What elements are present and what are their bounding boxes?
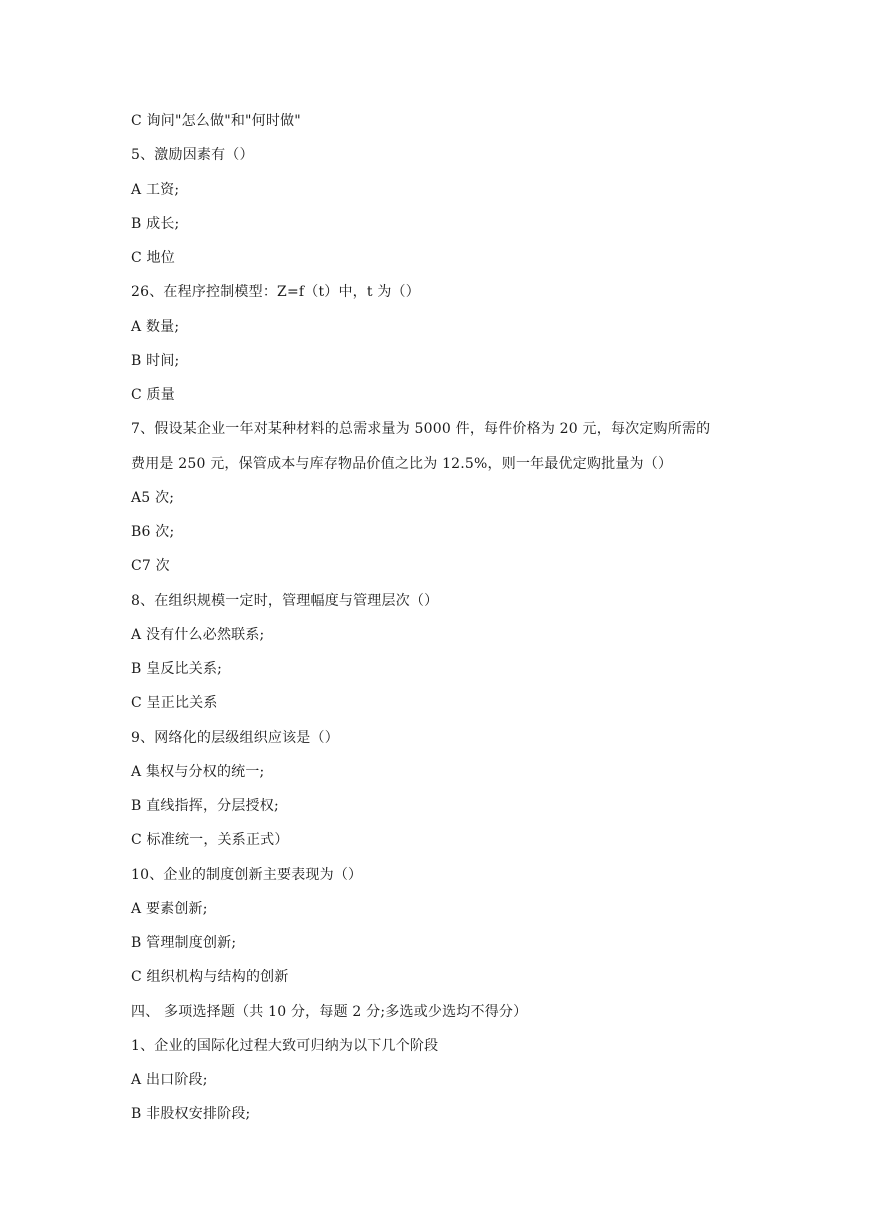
text-line: C 询问"怎么做"和"何时做" xyxy=(131,113,301,129)
option-line: A5 次; xyxy=(131,490,175,506)
option-line: B6 次; xyxy=(131,524,175,540)
section-heading: 四、 多项选择题（共 10 分，每题 2 分;多选或少选均不得分） xyxy=(131,1004,528,1020)
question-1: 1、企业的国际化过程大致可归纳为以下几个阶段 xyxy=(131,1038,439,1054)
option-line: C 质量 xyxy=(131,387,175,403)
question-10: 10、企业的制度创新主要表现为（） xyxy=(131,867,363,883)
question-26: 26、在程序控制模型：Z=f（t）中，t 为（） xyxy=(131,284,420,300)
question-7-continued: 费用是 250 元，保管成本与库存物品价值之比为 12.5%，则一年最优定购批量为（） xyxy=(131,456,673,472)
option-line: A 数量; xyxy=(131,319,180,335)
option-line: C 组织机构与结构的创新 xyxy=(131,969,289,985)
option-line: A 集权与分权的统一; xyxy=(131,764,265,780)
option-line: C7 次 xyxy=(131,558,170,574)
option-line: C 标准统一，关系正式） xyxy=(131,832,289,848)
option-line: B 皇反比关系; xyxy=(131,661,223,677)
option-line: B 管理制度创新; xyxy=(131,935,237,951)
option-line: A 出口阶段; xyxy=(131,1072,208,1088)
option-line: A 要素创新; xyxy=(131,901,208,917)
option-line: A 工资; xyxy=(131,182,180,198)
option-line: B 成长; xyxy=(131,216,180,232)
option-line: B 时间; xyxy=(131,353,180,369)
option-line: C 地位 xyxy=(131,250,175,266)
option-line: A 没有什么必然联系; xyxy=(131,627,265,643)
option-line: C 呈正比关系 xyxy=(131,695,218,711)
option-line: B 非股权安排阶段; xyxy=(131,1106,251,1122)
question-5: 5、激励因素有（） xyxy=(131,147,254,163)
option-line: B 直线指挥，分层授权; xyxy=(131,798,279,814)
question-9: 9、网络化的层级组织应该是（） xyxy=(131,730,339,746)
question-8: 8、在组织规模一定时，管理幅度与管理层次（） xyxy=(131,593,439,609)
question-7: 7、假设某企业一年对某种材料的总需求量为 5000 件，每件价格为 20 元，每次定购所需的 xyxy=(131,421,711,437)
